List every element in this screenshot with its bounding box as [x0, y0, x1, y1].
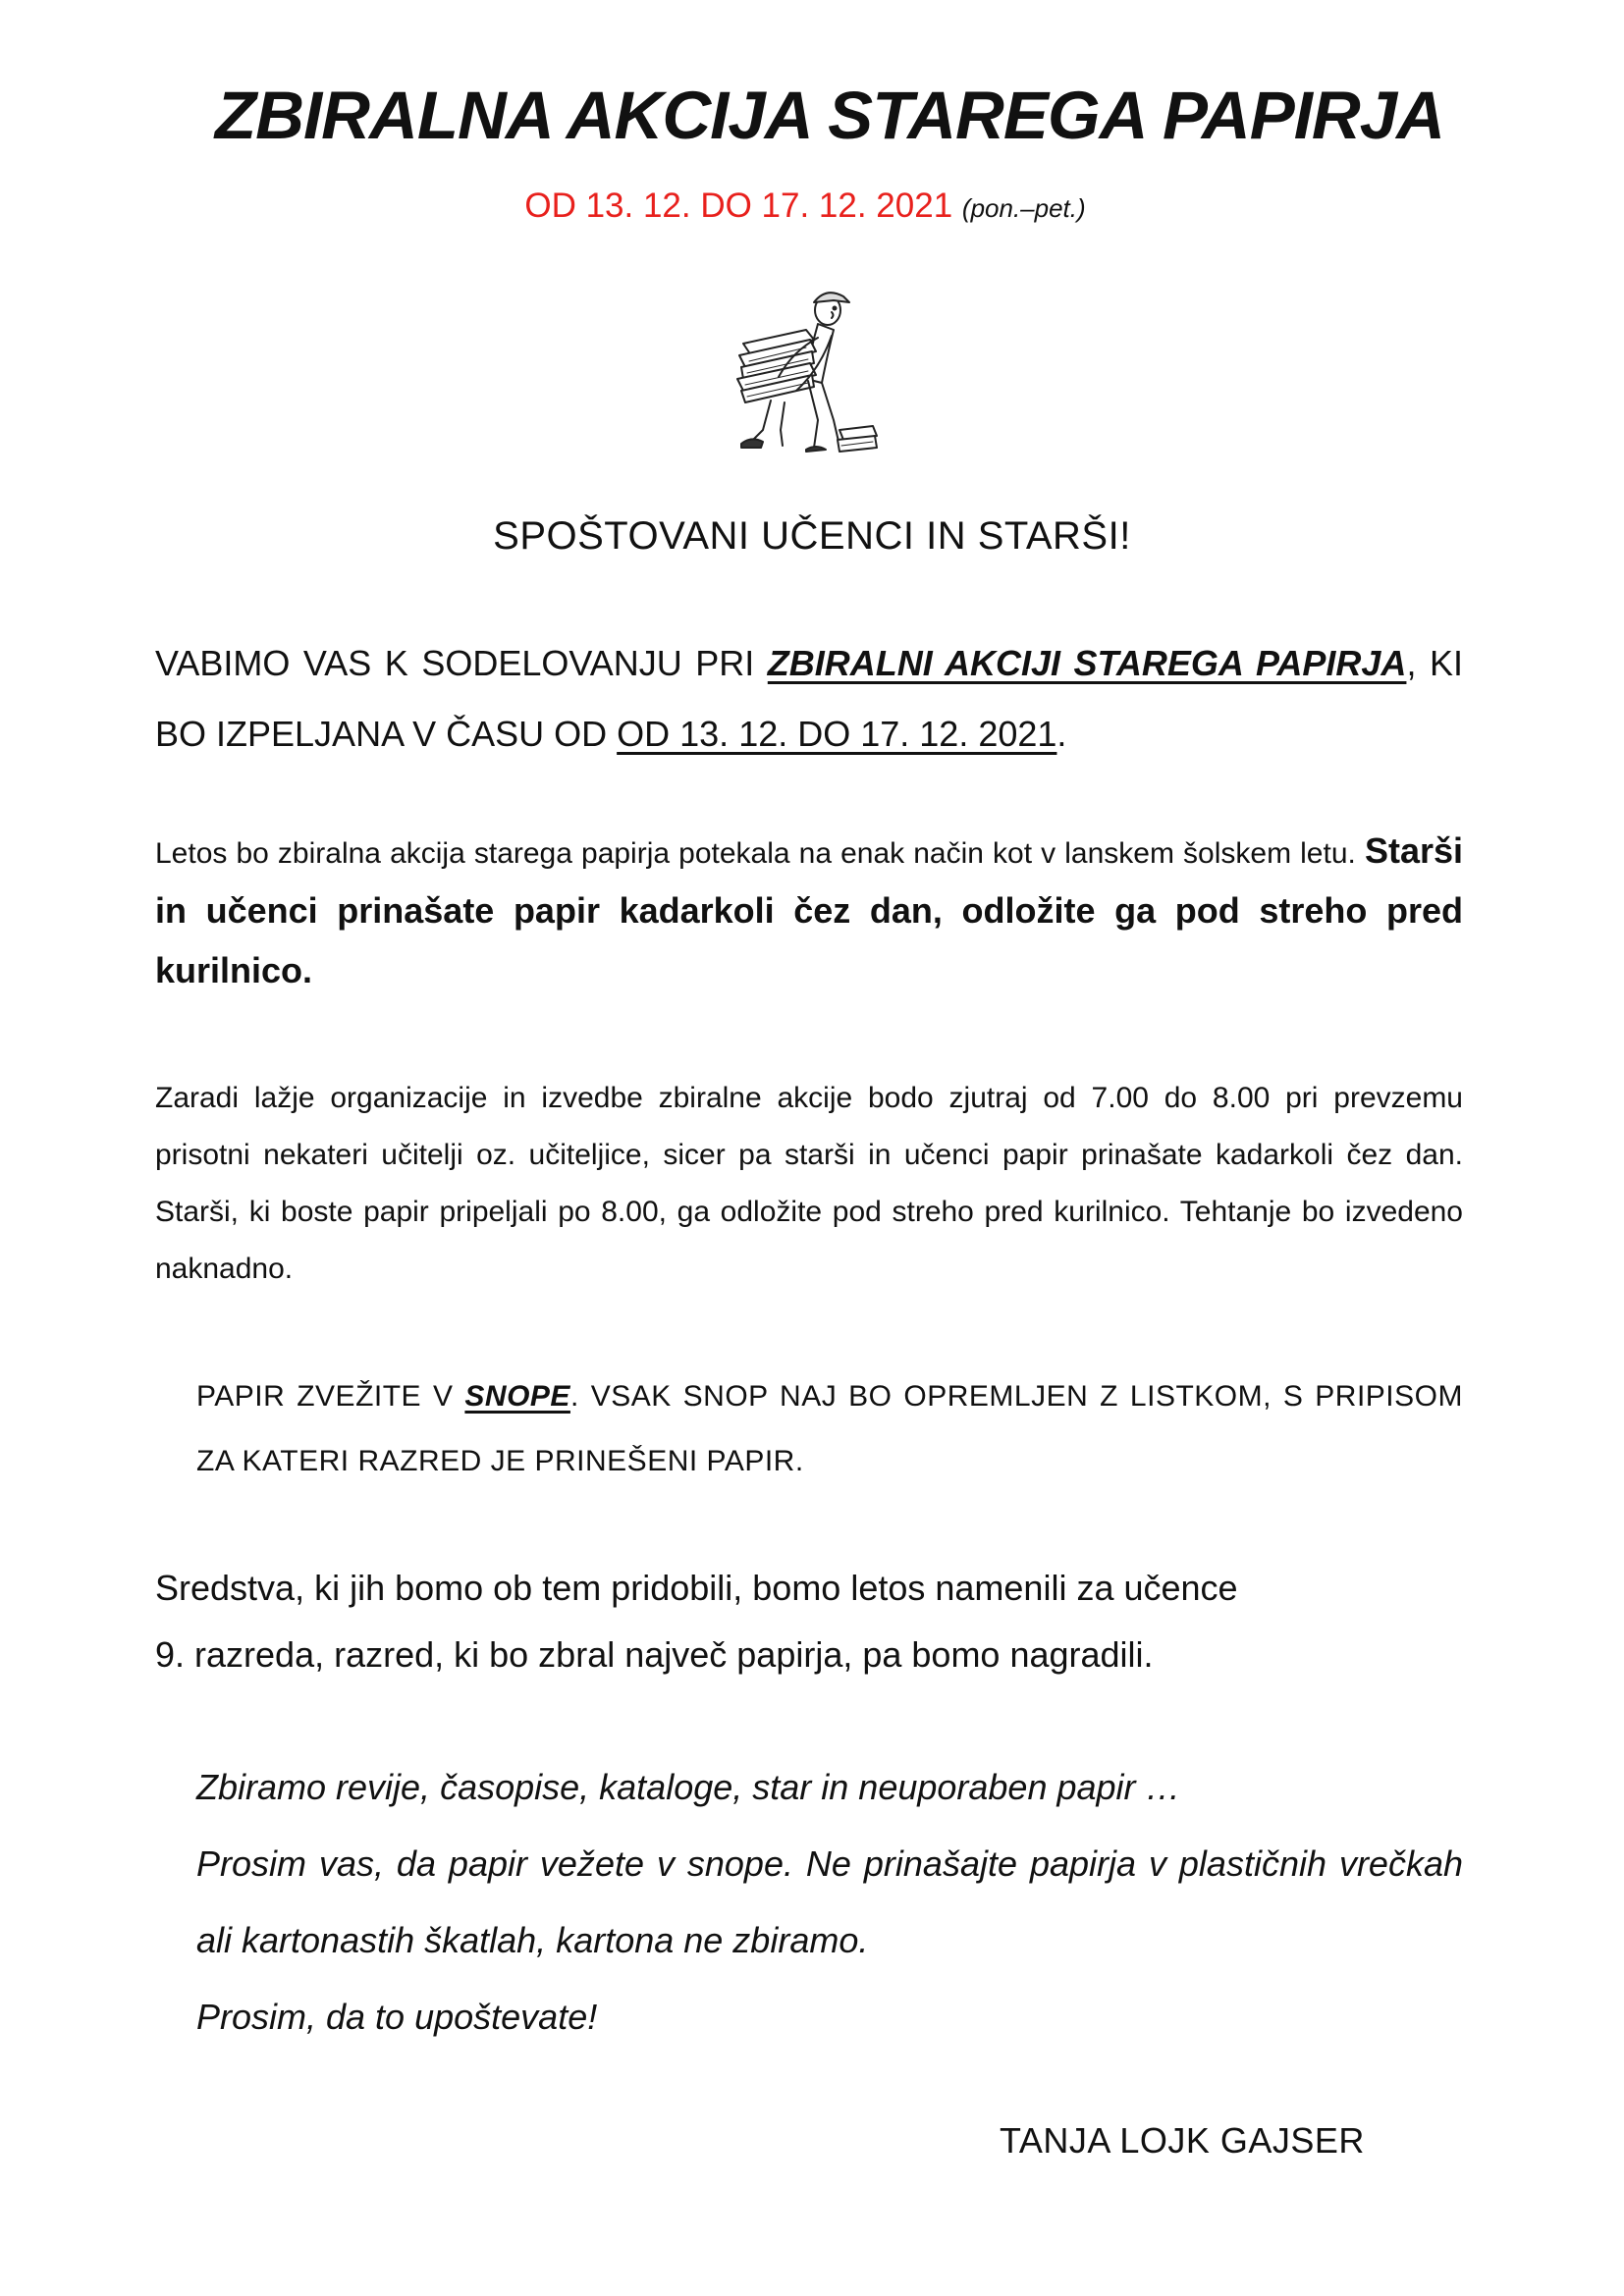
notes-line-2: Prosim vas, da papir vežete v snope. Ne prinašajte papirja v plastičnih vrečkah ali kartonastih škatlah, kartona ne zbiramo.: [196, 1843, 1463, 1960]
invitation-paragraph: [155, 628, 1463, 770]
bundling-instructions: [196, 1364, 1463, 1494]
collection-notes: [196, 1749, 1463, 2056]
funds-line-1: Sredstva, ki jih bomo ob tem pridobili, bomo letos namenili za učence: [155, 1568, 1238, 1608]
date-range-note: (pon.–pet.): [961, 193, 1086, 223]
funds-paragraph: [155, 1555, 1463, 1688]
invite-middle: , KI BO IZPELJANA V ČASU OD: [155, 643, 1463, 754]
signature: TANJA LOJK GAJSER: [1000, 2120, 1365, 2161]
invite-action: ZBIRALNI AKCIJI STAREGA PAPIRJA: [767, 643, 1407, 683]
notes-line-1: Zbiramo revije, časopise, kataloge, star in neuporaben papir …: [196, 1767, 1181, 1807]
invite-end: .: [1056, 714, 1067, 754]
funds-line-2: 9. razreda, razred, ki bo zbral največ papirja, pa bomo nagradili.: [155, 1634, 1154, 1675]
para1-bold: Starši in učenci prinašate papir kadarkoli čez dan, odložite ga pod streho pred kurilnico.: [155, 830, 1463, 990]
document-title: ZBIRALNA AKCIJA STAREGA PAPIRJA: [215, 78, 1444, 153]
date-range-text: OD 13. 12. DO 17. 12. 2021: [524, 187, 953, 225]
date-range: [0, 187, 1610, 226]
notes-line-3: Prosim, da to upoštevate!: [196, 1997, 598, 2037]
para1-normal: Letos bo zbiralna akcija starega papirja potekala na enak način kot v lanskem šolskem letu.: [155, 837, 1365, 870]
invite-period: OD 13. 12. DO 17. 12. 2021: [617, 714, 1057, 754]
info-paragraph-2: Zaradi lažje organizacije in izvedbe zbiralne akcije bodo zjutraj od 7.00 do 8.00 pri prevzemu prisotni nekateri učitelji oz. učiteljice, sicer pa starši in učenci papir prinašate kadarkoli čez dan. Starši, ki boste papir pripeljali po 8.00, ga odložite pod streho pred kurilnico. Tehtanje bo izvedeno naknadno.: [155, 1082, 1463, 1285]
para3-rest: . VSAK SNOP NAJ BO OPREMLJEN Z LISTKOM, S PRIPISOM ZA KATERI RAZRED JE PRINEŠENI PAPIR.: [196, 1380, 1463, 1477]
info-paragraph-1: [155, 823, 1463, 1002]
man-carrying-paper-stack-icon: [724, 283, 883, 459]
greeting-heading: SPOŠTOVANI UČENCI IN STARŠI!: [493, 514, 1131, 558]
invite-lead: VABIMO VAS K SODELOVANJU PRI: [155, 643, 768, 683]
para3-lead: PAPIR ZVEŽITE V: [196, 1380, 465, 1413]
para3-emphasis: SNOPE: [464, 1380, 570, 1413]
